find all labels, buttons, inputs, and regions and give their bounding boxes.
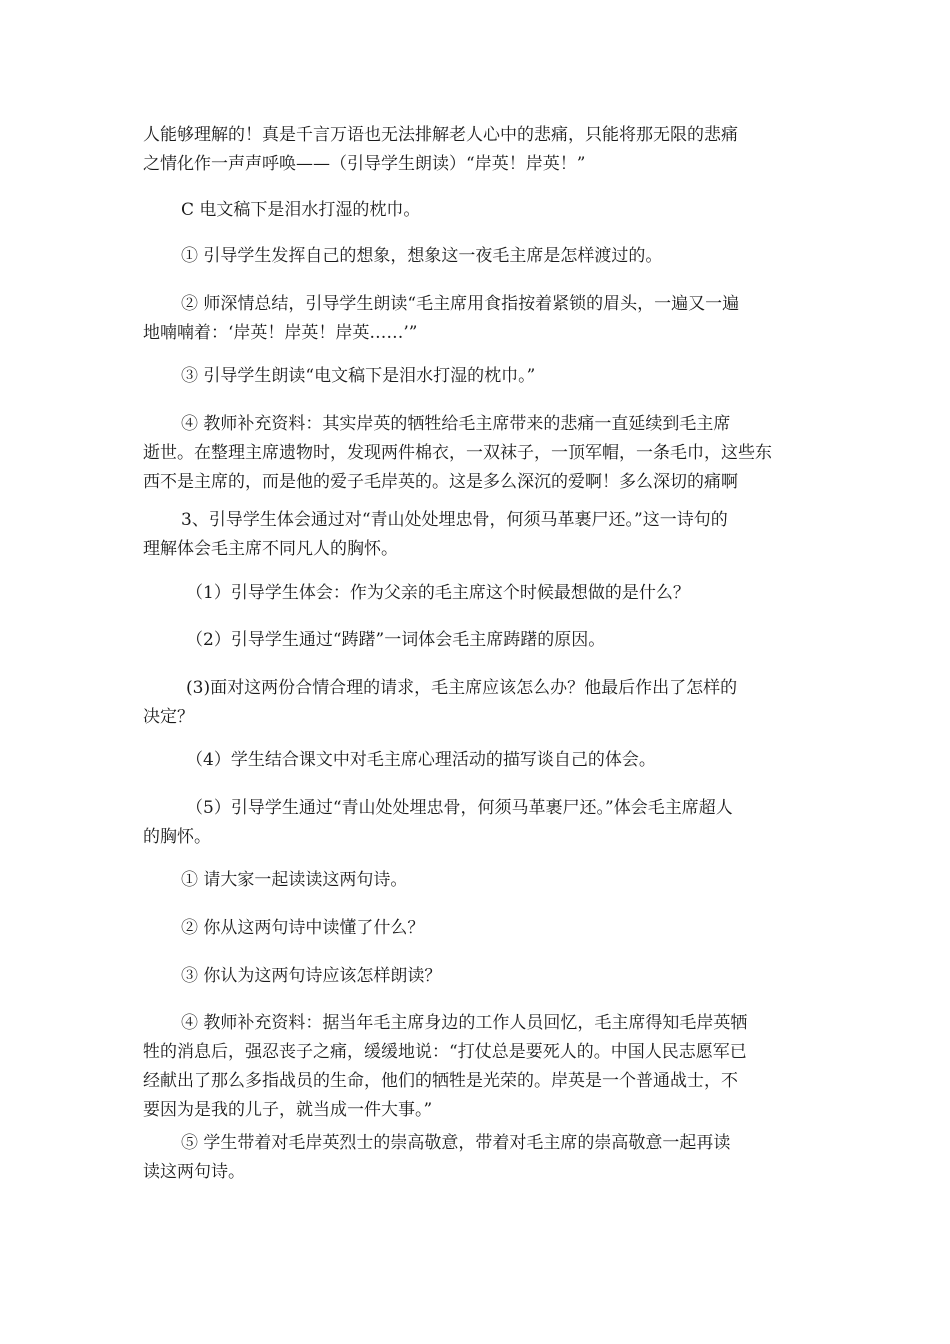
text-line: 逝世。在整理主席遗物时，发现两件棉衣，一双袜子，一顶军帽，一条毛巾，这些东 — [143, 443, 772, 463]
paragraph-step-5-5 — [143, 1129, 811, 1187]
text-line: （2）引导学生通过“踌躇”一词体会毛主席踌躇的原因。 — [186, 630, 606, 650]
text-line: ② 师深情总结，引导学生朗读“毛主席用食指按着紧锁的眉头，一遍又一遍 — [181, 294, 740, 314]
text-line: （4）学生结合课文中对毛主席心理活动的描写谈自己的体会。 — [186, 750, 656, 770]
paragraph-step-5-2 — [181, 914, 811, 943]
text-line: 的胸怀。 — [143, 827, 211, 847]
text-line: （5）引导学生通过“青山处处埋忠骨，何须马革裹尸还。”体会毛主席超人 — [186, 798, 733, 818]
paragraph-step-1 — [181, 242, 811, 271]
text-line: 西不是主席的，而是他的爱子毛岸英的。这是多么深沉的爱啊！多么深切的痛啊 — [143, 472, 738, 492]
text-line: 决定？ — [143, 707, 194, 727]
paragraph-continuation — [143, 121, 811, 179]
text-line: 人能够理解的！真是千言万语也无法排解老人心中的悲痛，只能将那无限的悲痛 — [143, 125, 738, 145]
text-line: 牲的消息后，强忍丧子之痛，缓缓地说：“打仗总是要死人的。中国人民志愿军已 — [143, 1042, 747, 1062]
paragraph-step-5-1 — [181, 866, 811, 895]
paragraph-sub-4 — [186, 746, 811, 775]
paragraph-step-5-4 — [143, 1009, 811, 1125]
text-line: 地喃喃着：‘岸英！岸英！岸英……’” — [143, 323, 418, 343]
paragraph-step-5-3 — [181, 962, 811, 991]
paragraph-sub-5 — [143, 794, 811, 852]
text-line: C 电文稿下是泪水打湿的枕巾。 — [181, 200, 421, 220]
paragraph-step-3 — [181, 362, 811, 391]
paragraph-point-3 — [143, 506, 811, 564]
paragraph-section-c — [181, 196, 811, 225]
text-line: ③ 引导学生朗读“电文稿下是泪水打湿的枕巾。” — [181, 366, 536, 386]
text-line: 经献出了那么多指战员的生命，他们的牺牲是光荣的。岸英是一个普通战士，不 — [143, 1071, 738, 1091]
paragraph-step-4 — [143, 410, 811, 497]
text-line: 3、引导学生体会通过对“青山处处埋忠骨，何须马革裹尸还。”这一诗句的 — [181, 510, 728, 530]
text-line: ⑤ 学生带着对毛岸英烈士的崇高敬意，带着对毛主席的崇高敬意一起再读 — [181, 1133, 731, 1153]
text-line: ④ 教师补充资料：其实岸英的牺牲给毛主席带来的悲痛一直延续到毛主席 — [181, 414, 731, 434]
text-line: 之情化作一声声呼唤——（引导学生朗读）“岸英！岸英！” — [143, 154, 586, 174]
text-line: ② 你从这两句诗中读懂了什么？ — [181, 918, 425, 938]
text-line: 理解体会毛主席不同凡人的胸怀。 — [143, 539, 398, 559]
paragraph-sub-2 — [186, 626, 811, 655]
text-line: ① 请大家一起读读这两句诗。 — [181, 870, 408, 890]
paragraph-sub-3 — [143, 674, 811, 732]
text-line: (3)面对这两份合情合理的请求，毛主席应该怎么办？他最后作出了怎样的 — [186, 678, 738, 698]
text-line: 要因为是我的儿子，就当成一件大事。” — [143, 1100, 433, 1120]
text-line: ① 引导学生发挥自己的想象，想象这一夜毛主席是怎样渡过的。 — [181, 246, 663, 266]
text-line: ④ 教师补充资料：据当年毛主席身边的工作人员回忆，毛主席得知毛岸英牺 — [181, 1013, 748, 1033]
text-line: （1）引导学生体会：作为父亲的毛主席这个时候最想做的是什么？ — [186, 583, 690, 603]
text-line: 读这两句诗。 — [143, 1162, 245, 1182]
text-line: ③ 你认为这两句诗应该怎样朗读？ — [181, 966, 442, 986]
paragraph-step-2 — [143, 290, 811, 348]
paragraph-sub-1 — [186, 579, 811, 608]
